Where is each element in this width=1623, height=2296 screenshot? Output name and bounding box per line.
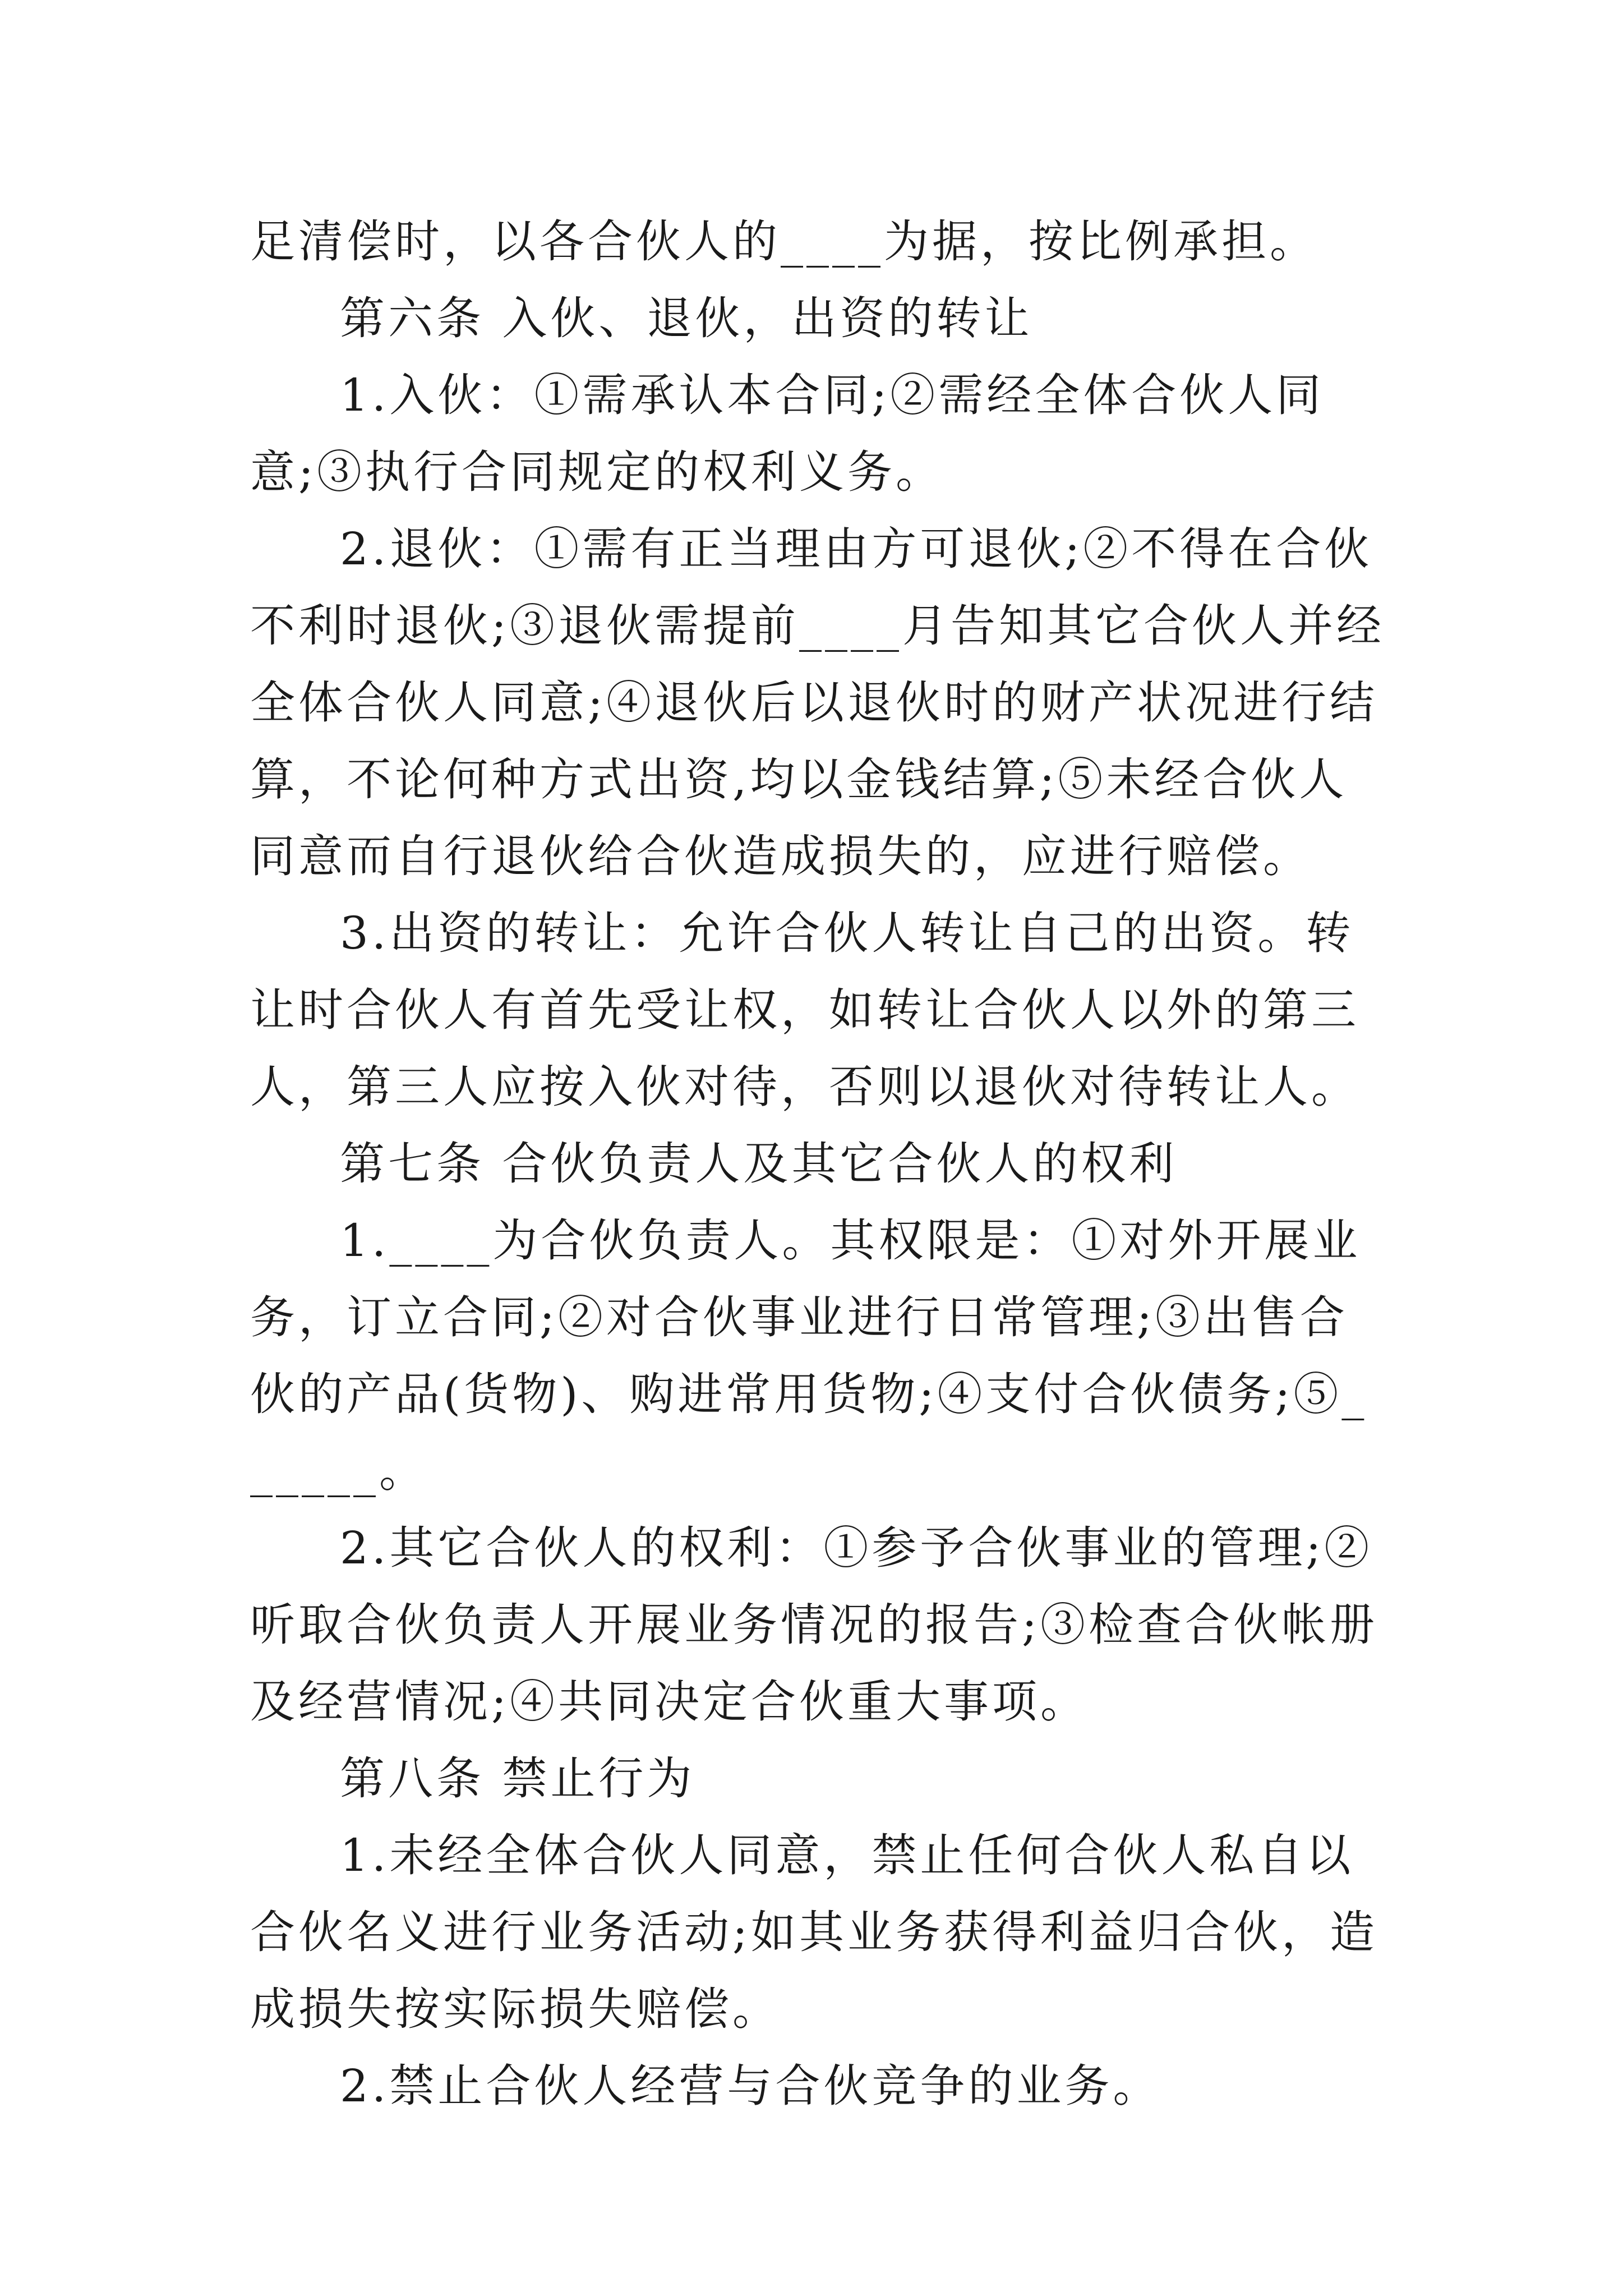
paragraph-other-partner-rights: 2.其它合伙人的权利：①参予合伙事业的管理;②听取合伙负责人开展业务情况的报告;③检查合伙帐册及经营情况;④共同决定合伙重大事项。 — [250, 1522, 1378, 1728]
paragraph-prohibition-1: 1.未经全体合伙人同意，禁止任何合伙人私自以合伙名义进行业务活动;如其业务获得利益归合伙，造成损失按实际损失赔偿。 — [250, 1829, 1378, 2035]
paragraph-capital-transfer: 3.出资的转让：允许合伙人转让自己的出资。转让时合伙人有首先受让权，如转让合伙人以外的第三人，第三人应按入伙对待，否则以退伙对待转让人。 — [250, 907, 1359, 1113]
heading-article-8: 第八条 禁止行为 — [340, 1752, 695, 1805]
paragraph-withdrawal: 2.退伙：①需有正当理由方可退伙;②不得在合伙不利时退伙;③退伙需提前____月告知其它合伙人并经全体合伙人同意;④退伙后以退伙时的财产状况进行结算，不论何种方式出资,均以金钱结算;⑤未经合伙人同意而自行退伙给合伙造成损失的，应进行赔偿。 — [250, 523, 1385, 882]
heading-article-7: 第七条 合伙负责人及其它合伙人的权利 — [340, 1138, 1178, 1190]
document-body — [250, 203, 1389, 2124]
heading-article-6: 第六条 入伙、退伙，出资的转让 — [340, 292, 1033, 344]
paragraph-liability-continuation: 足清偿时，以各合伙人的____为据，按比例承担。 — [250, 215, 1318, 268]
paragraph-joining: 1.入伙：①需承认本合同;②需经全体合伙人同意;③执行合同规定的权利义务。 — [250, 369, 1325, 498]
paragraph-responsible-partner: 1.____为合伙负责人。其权限是：①对外开展业务，订立合同;②对合伙事业进行日常管理;③出售合伙的产品(货物)、购进常用货物;④支付合伙债务;⑤______。 — [250, 1214, 1368, 1497]
paragraph-prohibition-2: 2.禁止合伙人经营与合伙竞争的业务。 — [340, 2060, 1161, 2112]
